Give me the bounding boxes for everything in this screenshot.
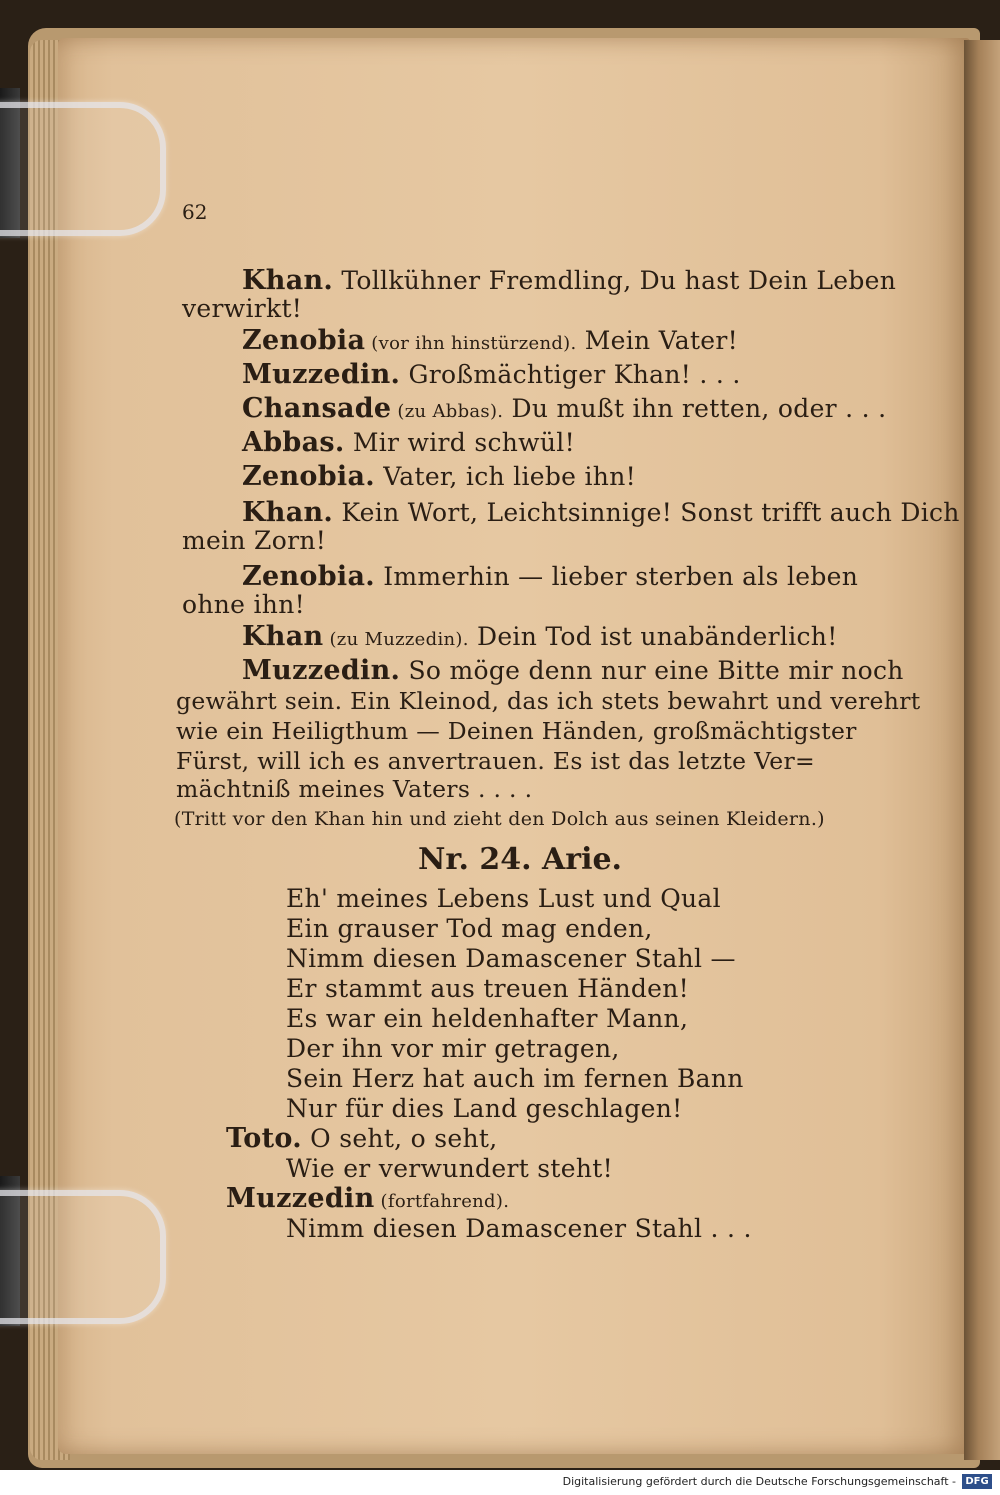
text-line bbox=[182, 526, 326, 556]
speaker-name: Muzzedin. bbox=[242, 359, 401, 390]
verse-line: Nur für dies Land geschlagen! bbox=[286, 1094, 683, 1123]
line-text: verwirkt! bbox=[182, 294, 303, 323]
stage-direction: (zu Abbas). bbox=[391, 401, 504, 422]
speaker-name: Zenobia. bbox=[242, 561, 375, 592]
text-line bbox=[286, 1154, 613, 1184]
line-text: gewährt sein. Ein Kleinod, das ich stets bewahrt und verehrt bbox=[176, 687, 921, 715]
speaker-name: Muzzedin. bbox=[242, 655, 401, 686]
page-number: 62 bbox=[182, 200, 208, 224]
verse-line: Er stammt aus treuen Händen! bbox=[286, 974, 690, 1003]
text-line bbox=[176, 746, 815, 776]
section-heading: Nr. 24. Arie. bbox=[417, 842, 622, 877]
text-line bbox=[242, 622, 838, 655]
line-text: ohne ihn! bbox=[182, 590, 305, 619]
text-line bbox=[182, 294, 302, 324]
line-text: Du mußt ihn retten, oder . . . bbox=[503, 394, 887, 423]
text-line bbox=[226, 1184, 509, 1217]
line-text: Fürst, will ich es anvertrauen. Es ist das letzte Ver= bbox=[176, 747, 816, 775]
text-line bbox=[242, 266, 896, 296]
speaker-name: Zenobia. bbox=[242, 461, 375, 492]
text-line bbox=[242, 428, 575, 458]
footer-bar bbox=[0, 1470, 1000, 1495]
line-text: Dein Tod ist unabänderlich! bbox=[468, 622, 838, 651]
verse-line: Eh' meines Lebens Lust und Qual bbox=[286, 884, 721, 913]
text-line bbox=[176, 716, 857, 746]
line-text: O seht, o seht, bbox=[301, 1124, 498, 1153]
text-line bbox=[242, 562, 858, 592]
stage-direction: (fortfahrend). bbox=[374, 1191, 510, 1212]
line-text: mein Zorn! bbox=[182, 526, 327, 555]
stage-direction: (zu Muzzedin). bbox=[323, 629, 469, 650]
footer-credit: Digitalisierung gefördert durch die Deutsche Forschungsgemeinschaft - bbox=[562, 1475, 956, 1488]
text-line bbox=[226, 1124, 498, 1154]
speaker-name: Abbas. bbox=[242, 427, 345, 458]
line-text: Nimm diesen Damascener Stahl . . . bbox=[286, 1214, 752, 1243]
speaker-name: Chansade bbox=[242, 393, 392, 424]
verse-line: Sein Herz hat auch im fernen Bann bbox=[286, 1064, 744, 1093]
line-text: wie ein Heiligthum — Deinen Händen, großmächtigster bbox=[176, 717, 857, 745]
verse-line: Der ihn vor mir getragen, bbox=[286, 1034, 620, 1063]
line-text: Vater, ich liebe ihn! bbox=[374, 462, 636, 491]
speaker-name: Zenobia bbox=[242, 325, 366, 356]
line-text: Großmächtiger Khan! . . . bbox=[400, 360, 741, 389]
line-text: Kein Wort, Leichtsinnige! Sonst trifft auch Dich bbox=[333, 498, 960, 527]
line-text: Wie er verwundert steht! bbox=[286, 1154, 613, 1183]
stage-direction: (Tritt vor den Khan hin und zieht den Dolch aus seinen Kleidern.) bbox=[174, 808, 825, 830]
speaker-name: Muzzedin bbox=[226, 1183, 375, 1214]
text-line bbox=[242, 394, 886, 427]
text-line bbox=[242, 498, 960, 528]
speaker-name: Khan. bbox=[242, 265, 334, 296]
speaker-name: Toto. bbox=[226, 1123, 302, 1154]
speaker-name: Khan bbox=[242, 621, 324, 652]
speaker-name: Khan. bbox=[242, 497, 334, 528]
line-text: Mir wird schwül! bbox=[344, 428, 575, 457]
line-text: So möge denn nur eine Bitte mir noch bbox=[400, 656, 904, 685]
text-line bbox=[242, 656, 904, 686]
verse-line: Nimm diesen Damascener Stahl — bbox=[286, 944, 736, 973]
line-text: Immerhin — lieber sterben als leben bbox=[374, 562, 859, 591]
line-text: mächtniß meines Vaters . . . . bbox=[176, 775, 533, 803]
stage-direction: (vor ihn hinstürzend). bbox=[365, 333, 577, 354]
line-text: Tollkühner Fremdling, Du hast Dein Leben bbox=[333, 266, 897, 295]
text-line bbox=[286, 1214, 752, 1244]
text-line bbox=[242, 462, 636, 492]
text-line bbox=[176, 686, 920, 716]
dfg-logo: DFG bbox=[962, 1474, 992, 1489]
line-text: Mein Vater! bbox=[576, 326, 739, 355]
text-line bbox=[176, 774, 532, 804]
text-line bbox=[182, 590, 305, 620]
text-line bbox=[242, 360, 741, 390]
text-line bbox=[242, 326, 738, 359]
verse-line: Ein grauser Tod mag enden, bbox=[286, 914, 653, 943]
verse-line: Es war ein heldenhafter Mann, bbox=[286, 1004, 689, 1033]
